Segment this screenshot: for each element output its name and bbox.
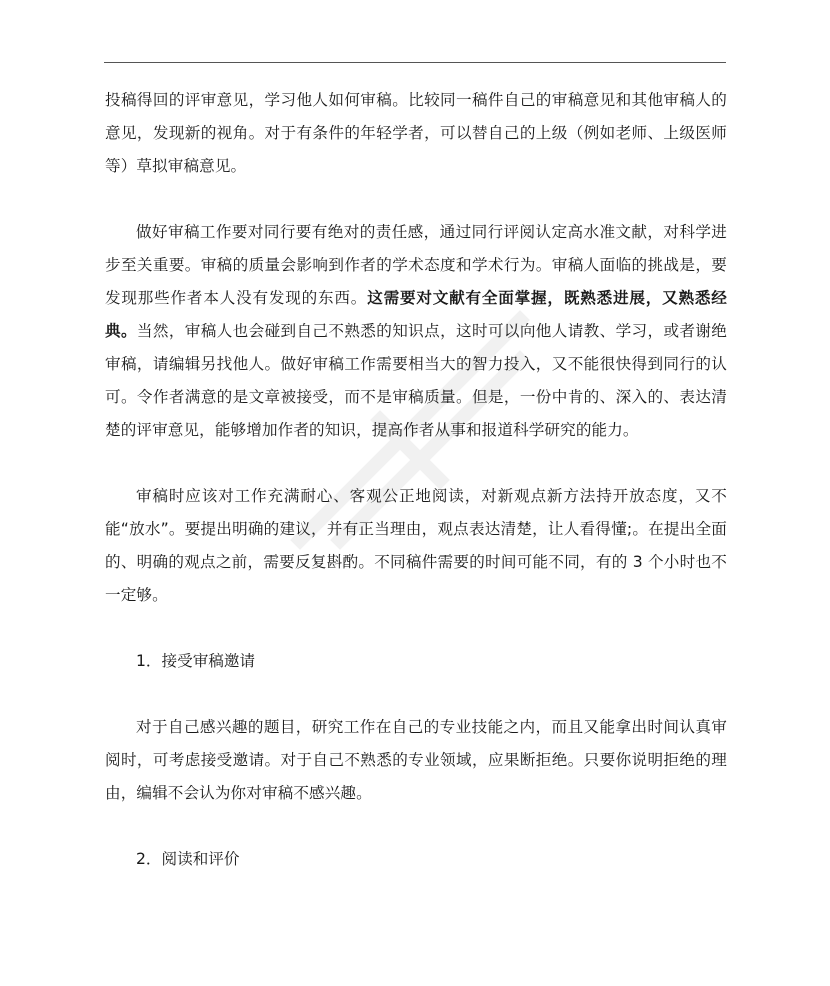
paragraph-3: 审稿时应该对工作充满耐心、客观公正地阅读，对新观点新方法持开放态度，又不能“放水”。要提出明确的建议，并有正当理由，观点表达清楚，让人看得懂;。在提出全面的、明确的观点之前，需要反复斟酌。不同稿件需要的时间可能不同，有的 3 个小时也不一定够。	[105, 487, 727, 604]
paragraph-gap	[105, 612, 727, 645]
paragraph-2	[105, 216, 727, 447]
paragraph-2-text-before: 做好审稿工作要对同行要有绝对的责任感，通过同行评阅认定高水准文献，对科学进步至关重要。审稿的质量会影响到作者的学术态度和学术行为。审稿人面临的挑战是，要发现那些作者本人没有发现的东西。	[105, 223, 727, 307]
paragraph-1: 投稿得回的评审意见，学习他人如何审稿。比较同一稿件自己的审稿意见和其他审稿人的意见，发现新的视角。对于有条件的年轻学者，可以替自己的上级（例如老师、上级医师等）草拟审稿意见。	[105, 91, 727, 175]
section-heading-1: 1．接受审稿邀请	[136, 652, 256, 670]
section-heading-2: 2．阅读和评价	[136, 850, 240, 868]
paragraph-2-bold-emphasis: 这需要对文献有全面掌握，既熟悉进展，又熟悉经典。	[105, 289, 727, 340]
paragraph-2-text-after: 当然，审稿人也会碰到自己不熟悉的知识点，这时可以向他人请教、学习，或者谢绝审稿，请编辑另找他人。做好审稿工作需要相当大的智力投入，又不能很快得到同行的认可。令作者满意的是文章被接受，而不是审稿质量。但是，一份中肯的、深入的、表达清楚的评审意见，能够增加作者的知识，提高作者从事和报道科学研究的能力。	[105, 322, 728, 439]
paragraph-gap	[105, 183, 727, 216]
paragraph-4: 对于自己感兴趣的题目，研究工作在自己的专业技能之内，而且又能拿出时间认真审阅时，可考虑接受邀请。对于自己不熟悉的专业领域，应果断拒绝。只要你说明拒绝的理由，编辑不会认为你对审稿不感兴趣。	[105, 718, 727, 802]
document-body	[105, 84, 727, 876]
header-rule	[104, 62, 726, 63]
paragraph-gap	[105, 447, 727, 480]
paragraph-gap	[105, 810, 727, 843]
paragraph-gap	[105, 678, 727, 711]
